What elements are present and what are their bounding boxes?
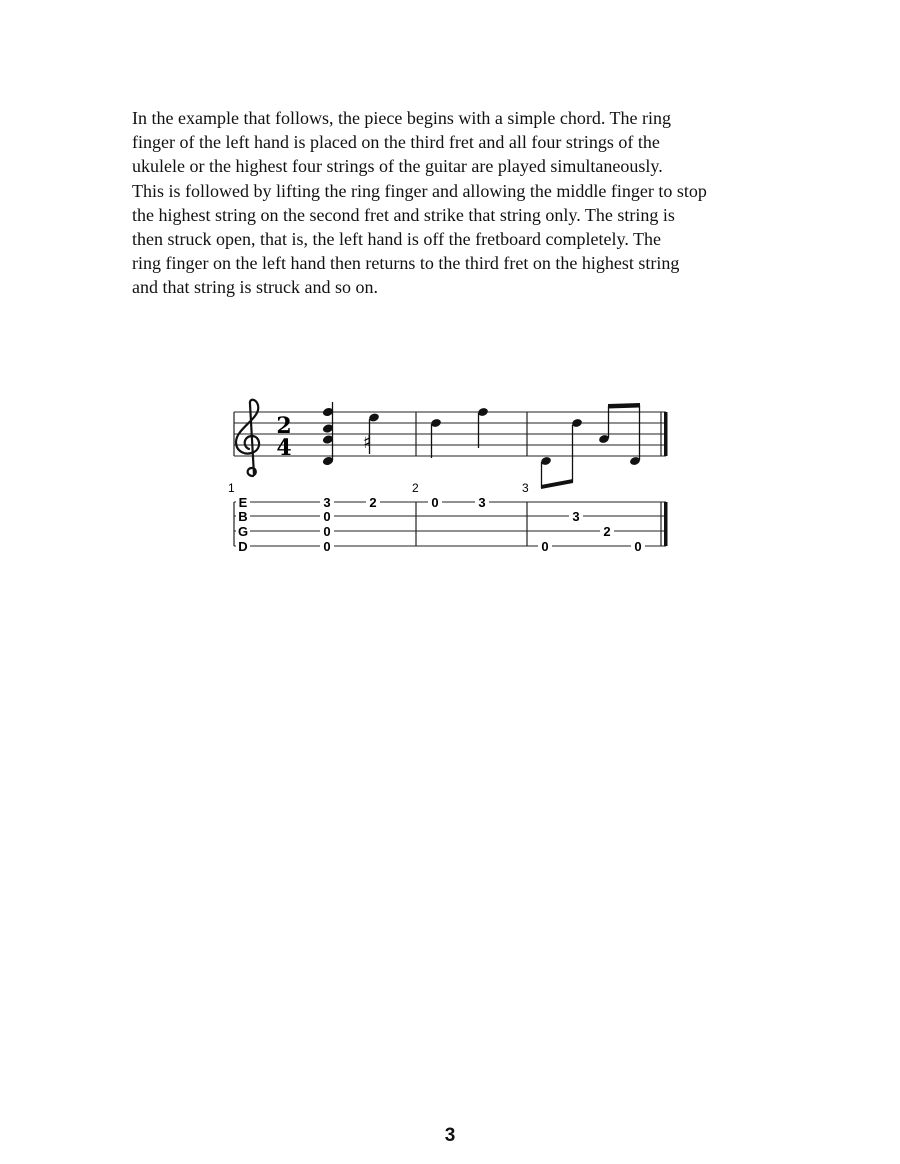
fret-number: 3 (478, 495, 486, 510)
time-signature-bottom: 4 (276, 435, 292, 461)
fret-number: 0 (323, 539, 331, 554)
body-paragraph (132, 106, 782, 300)
fret-number: 0 (323, 524, 331, 539)
treble-clef-icon (236, 400, 259, 476)
page-number: 3 (444, 1125, 456, 1146)
fret-number: 3 (572, 509, 580, 524)
eighth-note-pair (540, 418, 583, 489)
string-label: G (237, 524, 249, 539)
measure-number: 2 (412, 481, 419, 495)
fret-number: 2 (603, 524, 611, 539)
paragraph-line: ukulele or the highest four strings of the guitar are played simultaneously. (132, 156, 663, 177)
quarter-note (477, 407, 489, 448)
fret-numbers (320, 495, 645, 554)
paragraph-line: then struck open, that is, the left hand is off the fretboard completely. The (132, 229, 662, 250)
quarter-note (430, 418, 442, 458)
music-notation (222, 398, 672, 563)
measure-number: 1 (228, 481, 235, 495)
string-label: E (238, 495, 248, 510)
sharp-icon: ♯ (363, 432, 372, 453)
tab-final-barline-thick (664, 502, 668, 546)
fret-number: 0 (634, 539, 642, 554)
fret-number: 2 (369, 495, 377, 510)
string-label: D (238, 539, 248, 554)
time-signature-top: 2 (276, 413, 292, 439)
quarter-note (368, 412, 380, 454)
fret-number: 0 (431, 495, 439, 510)
paragraph-line: and that string is struck and so on. (132, 277, 378, 298)
paragraph-line: This is followed by lifting the ring finger and allowing the middle finger to stop (132, 180, 707, 201)
fret-number: 0 (541, 539, 549, 554)
measure-number: 3 (522, 481, 529, 495)
paragraph-line: the highest string on the second fret and strike that string only. The string is (132, 204, 675, 225)
tab-string-labels (236, 495, 250, 554)
string-label: B (238, 509, 248, 524)
paragraph-line: In the example that follows, the piece begins with a simple chord. The ring (132, 108, 672, 128)
paragraph-line: finger of the left hand is placed on the third fret and all four strings of the (132, 132, 660, 153)
paragraph-line: ring finger on the left hand then returns to the third fret on the highest string (132, 253, 680, 274)
staff (234, 412, 666, 456)
fret-number: 3 (323, 495, 331, 510)
fret-number: 0 (323, 509, 331, 524)
final-barline-thick (664, 412, 668, 456)
